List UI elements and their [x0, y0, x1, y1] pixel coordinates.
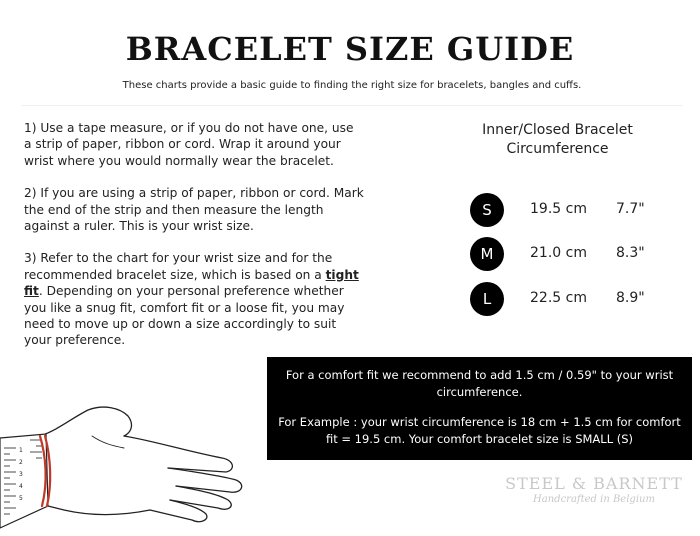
- instructions: [24, 120, 364, 365]
- size-inch-value: 7.7": [616, 201, 645, 217]
- tape-mark: 5: [19, 495, 23, 502]
- tape-mark: 1: [19, 447, 23, 454]
- size-inch-value: 8.3": [616, 245, 645, 261]
- size-row-large: [470, 282, 670, 316]
- measuring-tape: [0, 434, 48, 528]
- hand-measurement-illustration: [0, 396, 250, 536]
- brand-tagline: Handcrafted in Belgium: [533, 494, 655, 505]
- size-chart-heading-line-2: Circumference: [506, 141, 609, 157]
- size-cm-value: 22.5 cm: [530, 290, 587, 306]
- comfort-fit-note: [267, 357, 692, 460]
- size-badge: M: [470, 237, 504, 271]
- tight-fit-emphasis: tight fit: [24, 267, 359, 299]
- page-title: BRACELET SIZE GUIDE: [125, 30, 575, 68]
- page-subtitle: These charts provide a basic guide to finding the right size for bracelets, bangles and cuffs.: [122, 80, 582, 91]
- tape-mark: 3: [19, 471, 23, 478]
- tape-mark: 2: [19, 459, 23, 466]
- hand-top-outline: [40, 407, 131, 436]
- middle-finger-outline: [168, 468, 242, 492]
- size-badge: L: [470, 282, 504, 316]
- palm-bottom-outline: [40, 504, 150, 515]
- instruction-step-1: 1) Use a tape measure, or if you do not have one, use a strip of paper, ribbon or cord. Wrap it around your wrist where you would normally wear the bracelet.: [24, 121, 354, 168]
- comfort-fit-recommendation: For a comfort fit we recommend to add 1.5 cm / 0.59" to your wrist circumference.: [285, 368, 674, 399]
- header-divider: [22, 105, 682, 106]
- size-chart-heading-line-1: Inner/Closed Bracelet: [482, 122, 633, 138]
- step-3-text-start: 3) Refer to the chart for your wrist size and for the recommended bracelet size, which is based on a: [24, 251, 333, 282]
- size-chart-heading: [470, 121, 645, 159]
- size-inch-value: 8.9": [616, 290, 645, 306]
- step-3-text-end: . Depending on your personal preference whether you like a snug fit, comfort fit or a loose fit, you may need to move up or down a size accordingly to suit your preference.: [24, 284, 345, 348]
- size-row-small: [470, 193, 670, 227]
- size-cm-value: 21.0 cm: [530, 245, 587, 261]
- brand-name: STEEL & BARNETT: [505, 474, 683, 493]
- instruction-step-2: 2) If you are using a strip of paper, ribbon or cord. Mark the end of the strip and then measure the length against a ruler. This is your wrist size.: [24, 186, 364, 234]
- instruction-step-3: [24, 250, 364, 348]
- little-finger-outline: [150, 500, 207, 522]
- index-finger-outline: [124, 436, 232, 472]
- tape-mark: 4: [19, 483, 23, 490]
- size-badge: S: [470, 193, 504, 227]
- palm-crease: [92, 436, 124, 448]
- size-row-medium: [470, 237, 670, 271]
- comfort-fit-example: For Example : your wrist circumference is 18 cm + 1.5 cm for comfort fit = 19.5 cm. Your comfort bracelet size is SMALL (S): [278, 415, 681, 446]
- size-cm-value: 19.5 cm: [530, 201, 587, 217]
- ring-finger-outline: [170, 486, 231, 509]
